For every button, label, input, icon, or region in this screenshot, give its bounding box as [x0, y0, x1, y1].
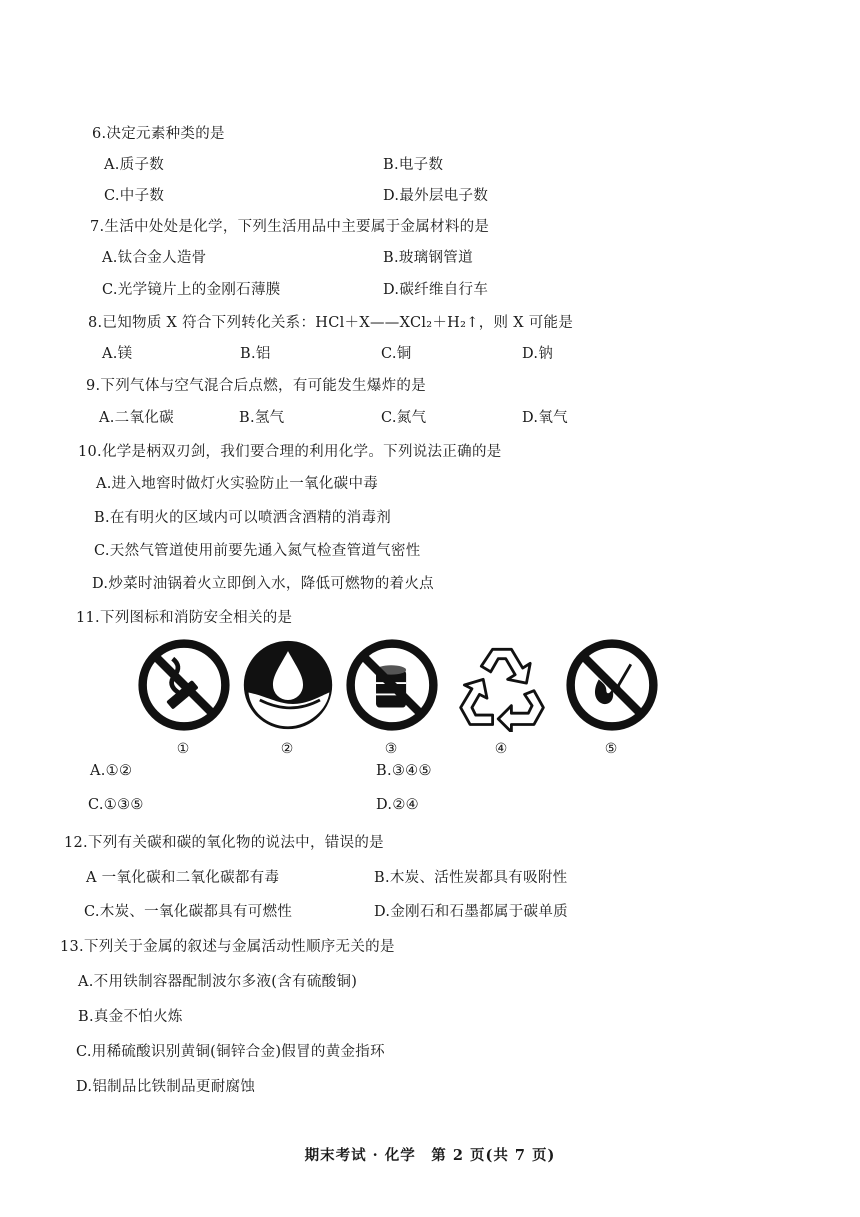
page-footer: 期末考试 · 化学 第 2 页(共 7 页)	[304, 1147, 556, 1164]
question-11-option-d: D.②④	[376, 797, 419, 813]
question-9-option-c: C.氮气	[381, 410, 427, 426]
question-12-option-a: A 一氧化碳和二氧化碳都有毒	[86, 870, 280, 886]
question-9-option-a: A.二氧化碳	[99, 410, 174, 426]
question-9-option-d: D.氧气	[522, 410, 568, 426]
icon-number-3: ③	[384, 741, 398, 757]
question-6-option-a: A.质子数	[104, 157, 165, 173]
question-13-option-c: C.用稀硫酸识别黄铜(铜锌合金)假冒的黄金指环	[76, 1044, 385, 1060]
question-7-option-a: A.钛合金人造骨	[102, 250, 207, 266]
question-6-option-c: C.中子数	[104, 188, 165, 204]
icon-number-5: ⑤	[604, 741, 618, 757]
question-8-option-b: B.铝	[240, 346, 271, 362]
question-8-option-d: D.钠	[522, 346, 554, 362]
no-fire-icon	[565, 638, 659, 732]
question-12-option-b: B.木炭、活性炭都具有吸附性	[374, 870, 568, 886]
question-10-option-b: B.在有明火的区域内可以喷洒含酒精的消毒剂	[94, 510, 392, 526]
question-6-stem: 6.决定元素种类的是	[92, 126, 225, 142]
question-11-stem: 11.下列图标和消防安全相关的是	[76, 610, 293, 626]
question-8-option-a: A.镁	[102, 346, 133, 362]
icon-number-2: ②	[280, 741, 294, 757]
question-11-option-c: C.①③⑤	[88, 797, 144, 813]
question-10-option-d: D.炒菜时油锅着火立即倒入水，降低可燃物的着火点	[92, 576, 434, 592]
question-13-stem: 13.下列关于金属的叙述与金属活动性顺序无关的是	[60, 939, 395, 955]
icon-number-4: ④	[494, 741, 508, 757]
question-13-option-a: A.不用铁制容器配制波尔多液(含有硫酸铜)	[78, 974, 358, 990]
question-8-option-c: C.铜	[381, 346, 412, 362]
question-13-option-b: B.真金不怕火炼	[78, 1009, 183, 1025]
icon-number-1: ①	[176, 741, 190, 757]
question-12-stem: 12.下列有关碳和碳的氧化物的说法中，错误的是	[64, 835, 384, 851]
question-11-option-a: A.①②	[90, 763, 133, 779]
no-smoking-icon	[137, 638, 231, 732]
water-saving-icon	[241, 638, 335, 732]
question-8-stem: 8.已知物质 X 符合下列转化关系：HCl＋X——XCl₂＋H₂↑，则 X 可能是	[88, 315, 574, 331]
question-9-stem: 9.下列气体与空气混合后点燃，有可能发生爆炸的是	[86, 378, 427, 394]
question-11-option-b: B.③④⑤	[376, 763, 432, 779]
question-7-option-b: B.玻璃钢管道	[383, 250, 473, 266]
question-7-stem: 7.生活中处处是化学，下列生活用品中主要属于金属材料的是	[90, 219, 490, 235]
question-10-option-a: A.进入地窖时做灯火实验防止一氧化碳中毒	[96, 476, 379, 492]
question-13-option-d: D.铝制品比铁制品更耐腐蚀	[76, 1079, 256, 1095]
question-10-option-c: C.天然气管道使用前要先通入氮气检查管道气密性	[94, 543, 421, 559]
no-explosives-icon	[345, 638, 439, 732]
safety-icon-row	[135, 638, 665, 768]
question-9-option-b: B.氢气	[239, 410, 285, 426]
question-12-option-c: C.木炭、一氧化碳都具有可燃性	[84, 904, 293, 920]
question-6-option-d: D.最外层电子数	[383, 188, 489, 204]
question-10-stem: 10.化学是柄双刃剑，我们要合理的利用化学。下列说法正确的是	[78, 444, 502, 460]
question-7-option-d: D.碳纤维自行车	[383, 282, 489, 298]
recycling-icon	[455, 638, 549, 732]
question-12-option-d: D.金刚石和石墨都属于碳单质	[374, 904, 568, 920]
question-6-option-b: B.电子数	[383, 157, 444, 173]
question-7-option-c: C.光学镜片上的金刚石薄膜	[102, 282, 281, 298]
